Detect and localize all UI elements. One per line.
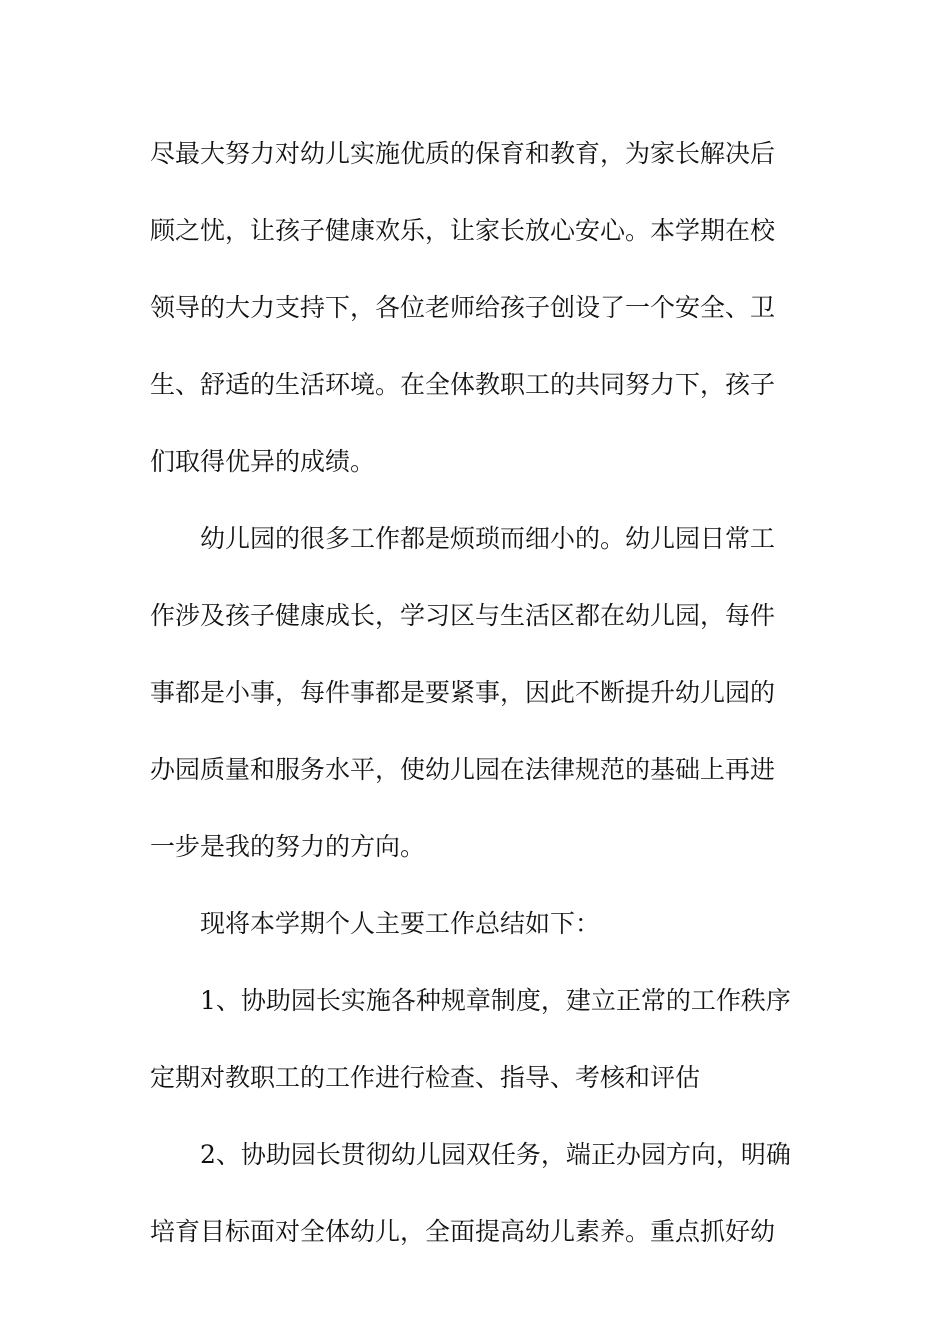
text-line: 们取得优异的成绩。: [150, 447, 376, 476]
document-body: [150, 124, 810, 1279]
text-line: 顾之忧，让孩子健康欢乐，让家长放心安心。本学期在校: [150, 216, 776, 245]
text-line: 生、舒适的生活环境。在全体教职工的共同努力下，孩子: [150, 370, 776, 399]
paragraph-first-line: 现将本学期个人主要工作总结如下：: [200, 909, 601, 938]
text-line: 培育目标面对全体幼儿，全面提高幼儿素养。重点抓好幼: [150, 1217, 776, 1246]
text-line: 作涉及孩子健康成长，学习区与生活区都在幼儿园，每件: [150, 601, 776, 630]
text-line: 办园质量和服务水平，使幼儿园在法律规范的基础上再进: [150, 755, 776, 784]
text-line: 事都是小事，每件事都是要紧事，因此不断提升幼儿园的: [150, 678, 776, 707]
paragraph-first-line: 幼儿园的很多工作都是烦琐而细小的。幼儿园日常工: [200, 524, 776, 553]
list-item-1-first-line: 1、协助园长实施各种规章制度，建立正常的工作秩序: [200, 986, 791, 1015]
text-line: 领导的大力支持下，各位老师给孩子创设了一个安全、卫: [150, 293, 776, 322]
text-line: 尽最大努力对幼儿实施优质的保育和教育，为家长解决后: [150, 139, 776, 168]
list-item-2-first-line: 2、协助园长贯彻幼儿园双任务，端正办园方向，明确: [200, 1140, 791, 1169]
text-line: 一步是我的努力的方向。: [150, 832, 426, 861]
text-line: 定期对教职工的工作进行检查、指导、考核和评估: [150, 1063, 701, 1092]
